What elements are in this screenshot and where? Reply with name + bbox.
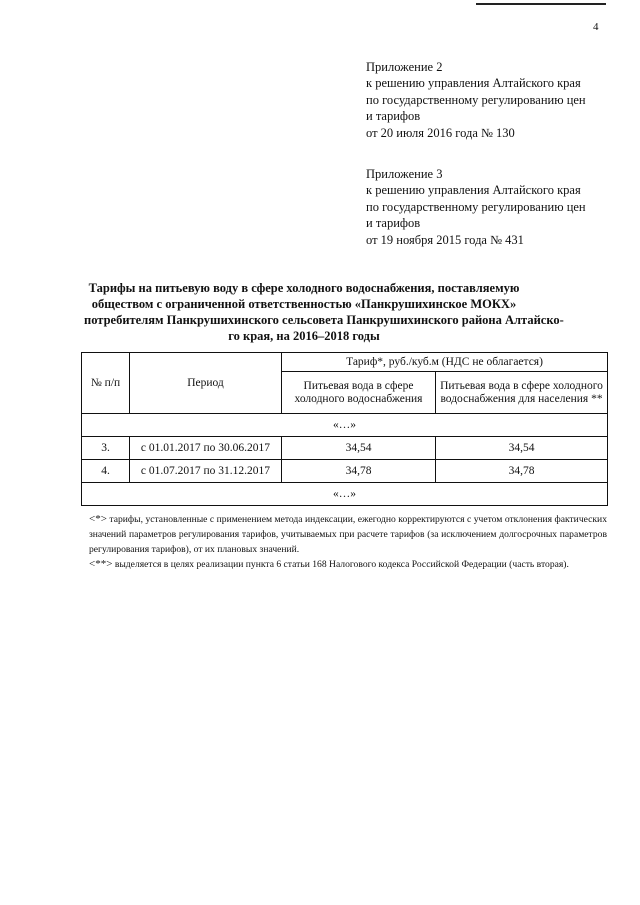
footnote-1-mark: <*> [89,513,107,525]
row-period: с 01.07.2017 по 31.12.2017 [130,460,282,483]
tariff-table [81,352,608,506]
top-rule [476,3,606,5]
appendix-3-block [366,166,586,248]
appendix-2-line: к решению управления Алтайского края [366,76,581,91]
header-number: № п/п [82,353,130,414]
row-tariff-population: 34,54 [436,437,608,460]
header-period: Период [130,353,282,414]
appendix-2-line: от 20 июля 2016 года № 130 [366,125,515,140]
table-row [82,437,608,460]
row-tariff-population: 34,78 [436,460,608,483]
appendix-2-line: и тарифов [366,109,421,124]
document-title [84,280,564,344]
appendix-3-line: и тарифов [366,216,421,231]
title-line: го края, на 2016–2018 годы [228,329,380,343]
table-ellipsis-bottom: «…» [82,483,608,506]
appendix-3-line: от 19 ноября 2015 года № 431 [366,232,524,247]
appendix-2-line: по государственному регулированию цен [366,92,586,107]
footnotes [89,512,607,572]
title-line: потребителям Панкрушихинского сельсовета Панкрушихинского района Алтайско- [84,313,564,327]
footnote-2 [89,557,607,572]
footnote-1 [89,512,607,557]
header-tariff-population: Питьевая вода в сфере холодного водоснабжения для населения ** [436,372,608,414]
footnote-2-mark: <**> [89,558,113,570]
row-tariff-cold-water: 34,78 [282,460,436,483]
appendix-3-line: по государственному регулированию цен [366,199,586,214]
appendix-2-block [366,59,586,141]
page-number: 4 [593,21,599,33]
title-line: Тарифы на питьевую воду в сфере холодного водоснабжения, поставляемую [88,281,520,295]
appendix-3-line: к решению управления Алтайского края [366,183,581,198]
table-ellipsis-top: «…» [82,414,608,437]
footnote-1-text: тарифы, установленные с применением метода индексации, ежегодно корректируются с учетом отклонения фактических значений параметров регулирования тарифов, учитываемых при расчете тарифов (за исключением долгосрочных параметров регулирования тарифов), от их плановых значений. [89,514,607,555]
appendix-3-line: Приложение 3 [366,167,443,181]
title-line: обществом с ограниченной ответственностью «Панкрушихинское МОКХ» [91,297,517,311]
row-number: 4. [82,460,130,483]
header-tariff-group: Тариф*, руб./куб.м (НДС не облагается) [282,353,608,372]
table-row [82,460,608,483]
header-tariff-cold-water: Питьевая вода в сфере холодного водоснабжения [282,372,436,414]
appendix-2-line: Приложение 2 [366,60,443,74]
row-number: 3. [82,437,130,460]
row-period: с 01.01.2017 по 30.06.2017 [130,437,282,460]
footnote-2-text: выделяется в целях реализации пункта 6 статьи 168 Налогового кодекса Российской Федерации (часть вторая). [114,559,569,570]
row-tariff-cold-water: 34,54 [282,437,436,460]
